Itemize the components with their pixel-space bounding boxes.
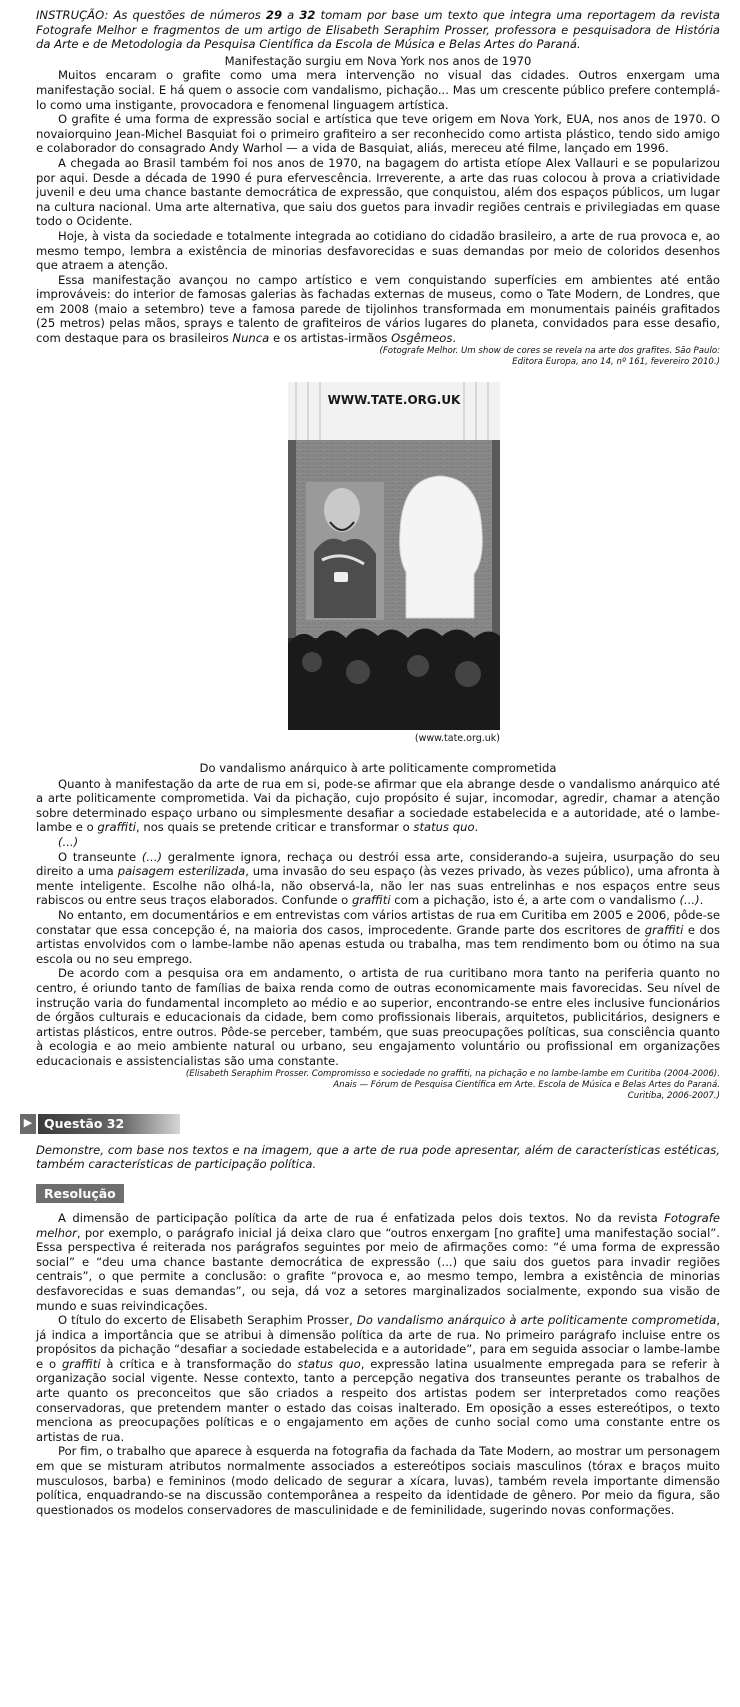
mural-muscular-figure (306, 482, 384, 620)
citation-prosser-line2: Anais — Fórum de Pesquisa Científica em Arte. Escola de Música e Belas Artes do Paraná. (333, 1079, 720, 1090)
resolution-paragraph-3: Por fim, o trabalho que aparece à esquerda na fotografia da fachada da Tate Modern, ao mostrar um personagem em que se misturam atributos normalmente associados a estereótipos sociais masculinos (tórax e braços muito musculosos, barba) e femininos (modo delicado de segurar a xícara, luvas), também revela importante dimensão política, enquadrando-se na discussão contemporânea a respeito da identidade de gênero. Por meio da figura, são questionados os modelos conservadores de masculinidade e de feminilidade, sugerindo novas conformações. (36, 1444, 720, 1517)
text1-title: Manifestação surgiu em Nova York nos anos de 1970 (224, 53, 532, 68)
text2-paragraph-2: O transeunte (...) geralmente ignora, rechaça ou destrói essa arte, considerando-a sujeira, usurpação do seu direito a uma paisagem esterilizada, uma invasão do seu espaço (às vezes privado, às vezes público), uma afronta à mente inteligente. Escolhe não olhá-la, não observá-la, não ler nas suas entrelinhas e nos espaços entre seus rabiscos ou entre seus traços elaborados. Confunde o graffiti com a pichação, isto é, a arte com o vandalismo (...). (36, 849, 721, 908)
resolution-paragraph-2: O título do excerto de Elisabeth Seraphim Prosser, Do vandalismo anárquico à arte politicamente comprometida, já indica a importância que se atribui à dimensão política da arte de rua. No primeiro parágrafo incluise entre os propósitos da pichação “desafiar a sociedade estabelecida e a autoridade”, para em seguida associar o lambe-lambe e o graffiti à crítica e à transformação do status quo, expressão latina usualmente empregada para se referir à organização social vigente. Nesse contexto, tanto a percepção negativa dos transeuntes perante os trabalhos de arte quanto os preconceitos que são criados a respeito dos artistas podem ser interpretados como reações conservadoras, que pretendem manter o estado das coisas inalterado. Em oposição a esses estereótipos, o texto menciona as preocupações políticas e o engajamento em ações de cunho social como uma constante entre os artistas de rua. (36, 1313, 721, 1444)
question-text: Demonstre, com base nos textos e na imagem, que a arte de rua pode apresentar, além de características estéticas, também características de participação política. (36, 1142, 720, 1172)
tate-modern-photo (288, 382, 500, 747)
text1-paragraph-1: Muitos encaram o grafite como uma mera intervenção no visual das cidades. Outros enxergam uma manifestação social. E há quem o associe com vandalismo, pichação... Mas um crescente público prefere contemplá-lo como uma instigante, provocadora e fenomenal linguagem artística. (36, 68, 720, 112)
resolution-label: Resolução (36, 1184, 124, 1203)
text1-paragraph-2: O grafite é uma forma de expressão social e artística que teve origem em Nova York, EUA, nos anos de 1970. O novaiorquino Jean-Michel Basquiat foi o primeiro grafiteiro a ser reconhecido como artista plástico, tendo sido amigo e colaborador do consagrado Andy Warhol — a vida de Basquiat, aliás, mereceu até filme, lançado em 1996. (36, 112, 720, 156)
text2-ellipsis: (...) (58, 835, 79, 850)
text1-paragraph-3: A chegada ao Brasil também foi nos anos de 1970, na bagagem do artista etíope Alex Vallauri e se popularizou por aqui. Desde a década de 1990 é pura efervescência. Irreverente, a arte das ruas colocou à prova a criatividade juvenil e deu uma chance bastante democrática de expressão, que conquistou, além dos espaços públicos, um lugar na cultura nacional. Uma arte alternativa, que saiu dos guetos para invadir regiões centrais e privilegiadas em quase todo o Ocidente. (36, 155, 720, 229)
text2-paragraph-1: Quanto à manifestação da arte de rua em si, pode-se afirmar que ela abrange desde o vandalismo anárquico até a arte politicamente comprometida. Vai da pichação, cujo propósito é sujar, incomodar, agredir, chamar a atenção sobre determinado espaço urbano ou simplesmente desafiar a sociedade estabelecida e a autoridade, até o lambe-lambe e o graffiti, nos quais se pretende criticar e transformar o status quo. (36, 776, 720, 835)
photo-banner-text: WWW.TATE.ORG.UK (327, 393, 461, 408)
text2-title: Do vandalismo anárquico à arte politicamente comprometida (199, 761, 557, 776)
instruction-text: INSTRUÇÃO: As questões de números 29 a 32 tomam por base um texto que integra uma reportagem da revista Fotografe Melhor e fragmentos de um artigo de Elisabeth Seraphim Prosser, professora e pesquisadora de História da Arte e de Metodologia da Pesquisa Científica da Escola de Música e Belas Artes do Paraná. (36, 8, 721, 52)
text2-paragraph-3: No entanto, em documentários e em entrevistas com vários artistas de rua em Curitiba em 2005 e 2006, pôde-se constatar que essa concepção é, na maioria dos casos, improcedente. Grande parte dos escritores de graffiti e dos artistas envolvidos com o lambe-lambe não apenas estuda ou trabalha, mas tem rendimento bom ou ótimo na sua escola ou no seu emprego. (36, 908, 721, 966)
photo-credit: (www.tate.org.uk) (414, 733, 500, 745)
play-arrow-icon: ▶ (20, 1114, 36, 1134)
photo-graphic (288, 382, 500, 730)
text1-paragraph-4: Hoje, à vista da sociedade e totalmente integrada ao cotidiano do cidadão brasileiro, a arte de rua provoca e, ao mesmo tempo, lembra a existência de minorias desfavorecidas e suas demandas por meio de coloridos desenhos que atraem a atenção. (36, 228, 720, 273)
citation-prosser-line1: (Elisabeth Seraphim Prosser. Compromisso e sociedade no graffiti, na pichação e no lambe-lambe em Curitiba (2004-2006). (185, 1068, 720, 1079)
text1-paragraph-5: Essa manifestação avançou no campo artístico e vem conquistando superfícies em ambientes até então improváveis: do interior de famosas galerias às fachadas externas de museus, como o Tate Modern, de Londres, que em 2008 (maio a setembro) teve a famosa parede de tijolinhos transformada em monumentais painéis grafitados (25 metros) pelas mãos, sprays e talento de grafiteiros de vários lugares do planeta, convidados para esse desafio, com destaque para os brasileiros Nunca e os artistas-irmãos Osgêmeos. (36, 272, 720, 346)
mural-white-head (400, 476, 483, 618)
question-label: Questão 32 (38, 1114, 180, 1134)
citation-prosser-line3: Curitiba, 2006-2007.) (627, 1091, 720, 1102)
citation-fotografe-line2: Editora Europa, ano 14, nº 161, fevereiro 2010.) (512, 357, 720, 368)
citation-fotografe-line1: (Fotografe Melhor. Um show de cores se revela na arte dos grafites. São Paulo: (379, 345, 720, 356)
question-header (20, 1113, 720, 1135)
resolution-paragraph-1: A dimensão de participação política da arte de rua é enfatizada pelos dois textos. No da revista Fotografe melhor, por exemplo, o parágrafo inicial já deixa claro que “outros enxergam [no grafite] uma manifestação social”. Essa perspectiva é reiterada nos parágrafos seguintes por meio de afirmações como: “é uma forma de expressão social” e “deu uma chance bastante democrática de expressão (...) que saiu dos guetos para invadir regiões centrais”, o que permite a conclusão: o grafite “provoca e, ao mesmo tempo, lembra a existência de minorias desfavorecidas e suas demandas”, ou seja, dá voz a setores marginalizados socialmente, expondo sua visão de mundo e suas reivindicações. (36, 1210, 721, 1313)
text2-paragraph-4: De acordo com a pesquisa ora em andamento, o artista de rua curitibano mora tanto na periferia quanto no centro, é oriundo tanto de famílias de baixa renda como de outras economicamente mais favorecidas. Seu nível de instrução varia do fundamental incompleto ao médio e ao superior, encontrando-se entre eles inclusive funcionários de órgãos culturais e educacionais da cidade, bem como profissionais liberais, arquitetos, publicitários, designers e artistas plásticos, entre outros. Pôde-se perceber, também, que suas preocupações políticas, sua consciência quanto à ecologia e ao meio ambiente natural ou urbano, seu engajamento voluntário ou profissional em organizações educacionais e assistencialistas são uma constante. (36, 966, 720, 1068)
